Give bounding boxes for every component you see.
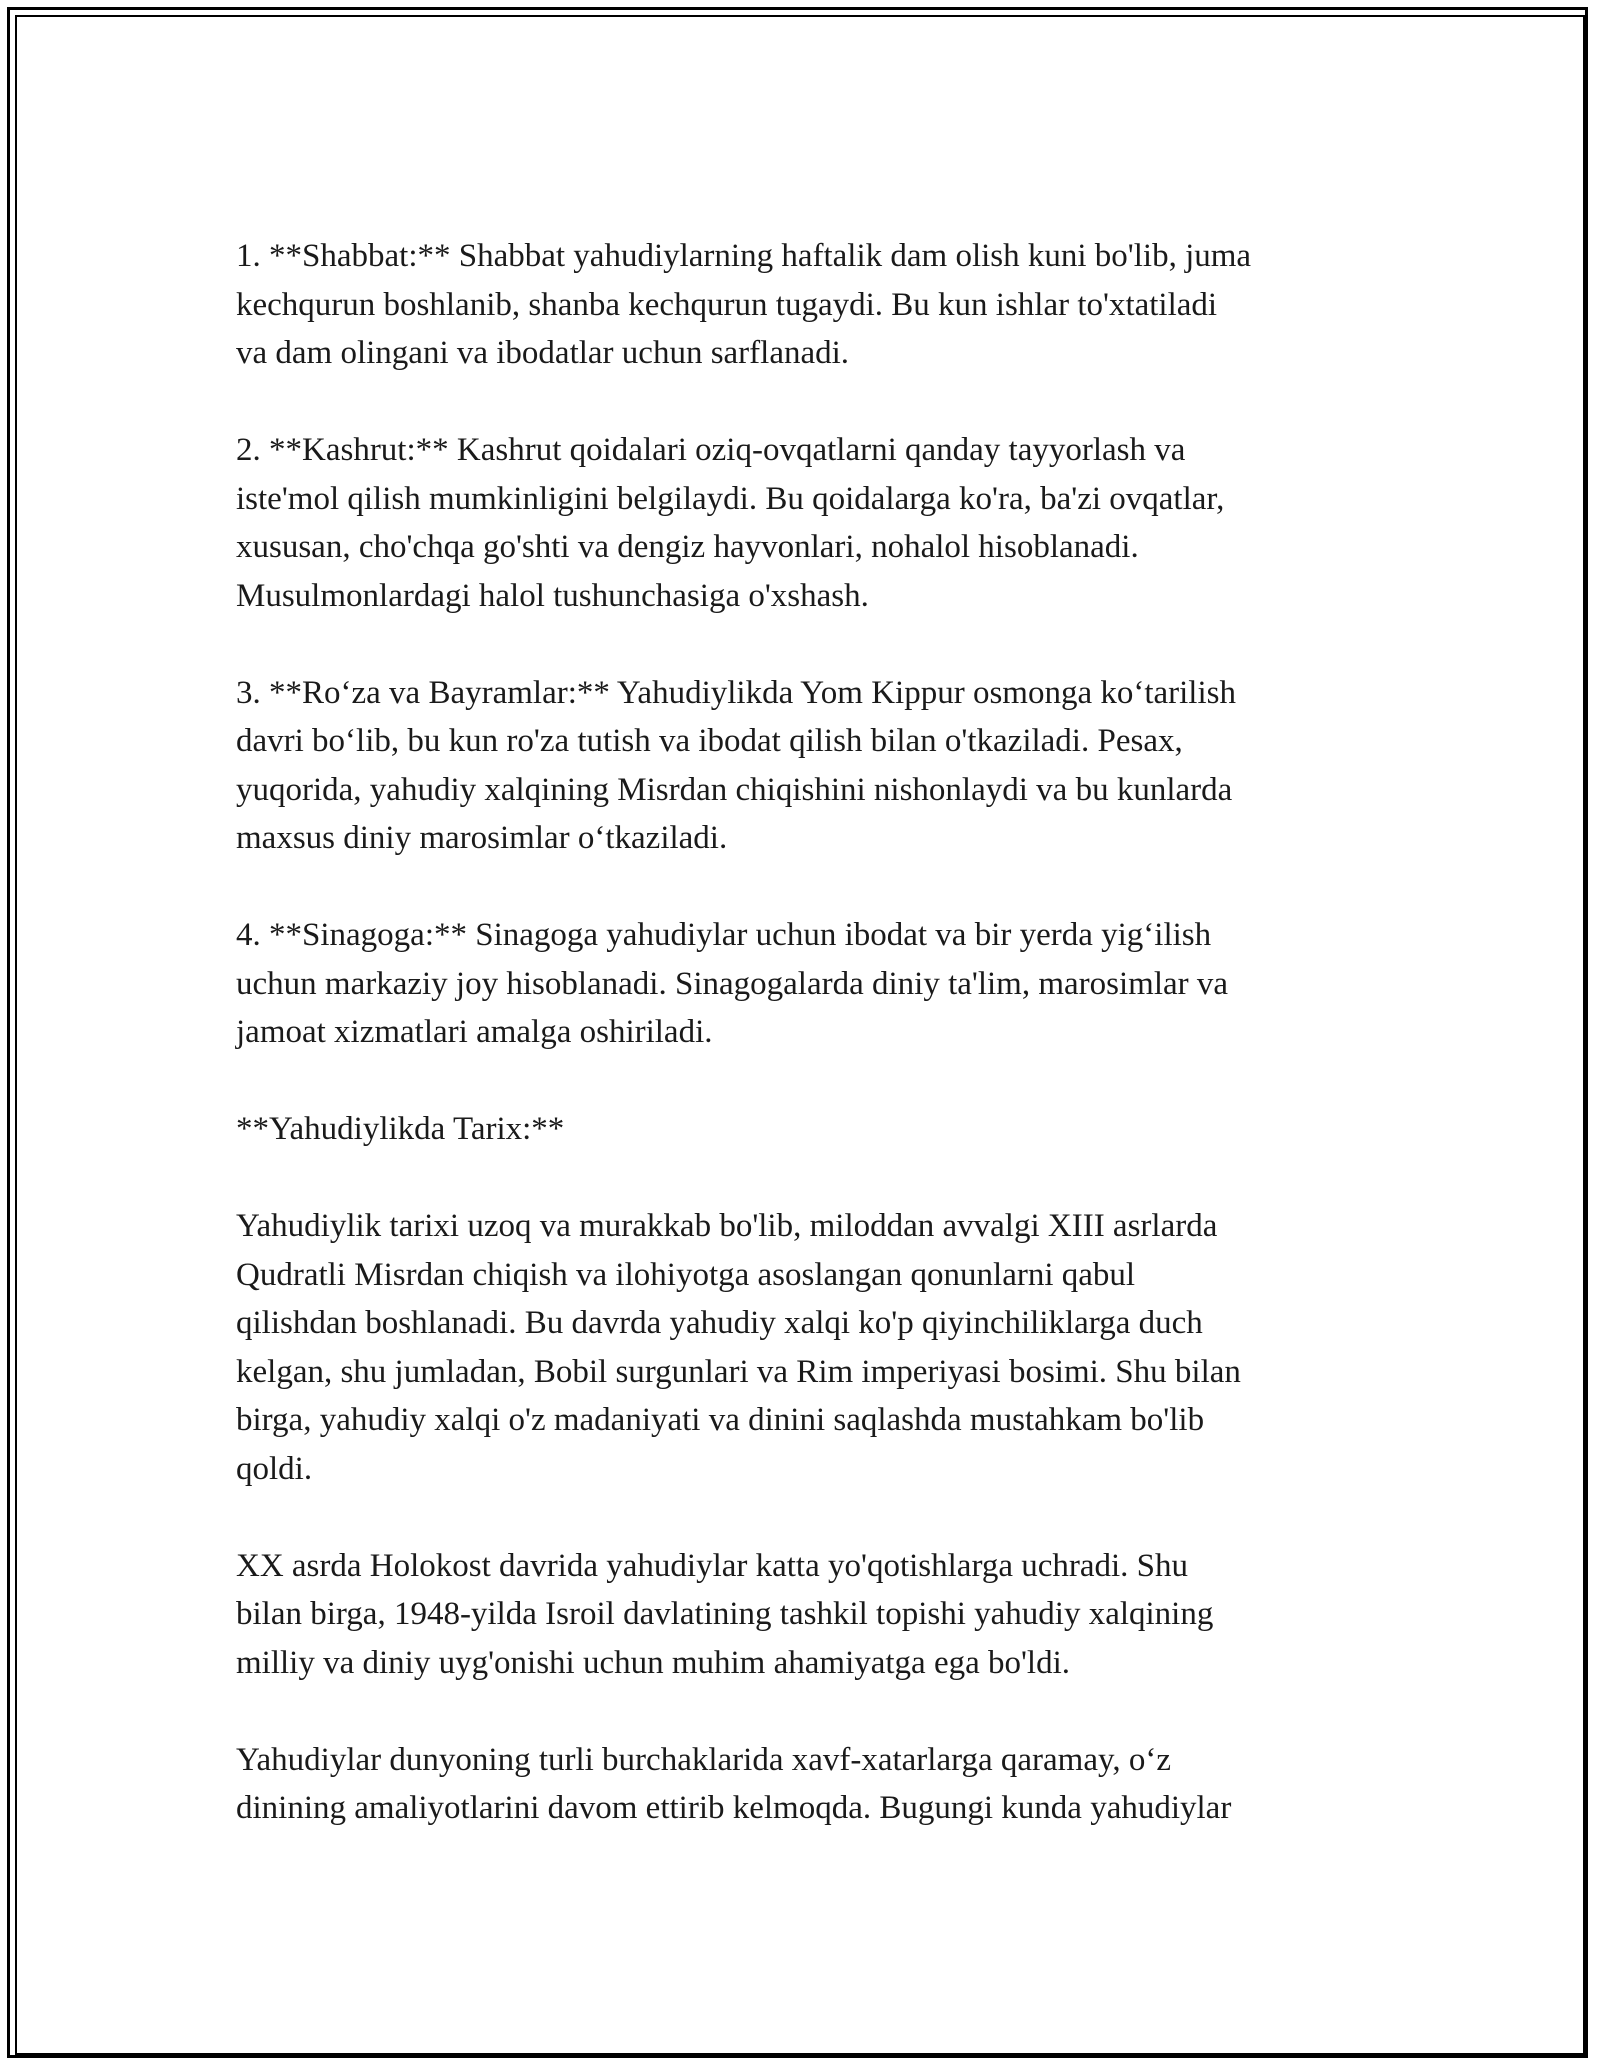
paragraph-kashrut: 2. **Kashrut:** Kashrut qoidalari oziq-ovqatlarni qanday tayyorlash va iste'mol qilish mumkinligini belgilaydi. Bu qoidalarga ko'ra, ba'zi ovqatlar, xususan, cho'chqa go'shti va dengiz hayvonlari, nohalol hisoblanadi. Musulmonlardagi halol tushunchasiga o'xshash. — [236, 432, 1225, 614]
paragraph-holocaust: XX asrda Holokost davrida yahudiylar katta yo'qotishlarga uchradi. Shu bilan birga, 1948-yilda Isroil davlatining tashkil topishi yahudiy xalqining milliy va diniy uyg'onishi uchun muhim ahamiyatga ega bo'ldi. — [236, 1547, 1214, 1681]
paragraph-sinagoga: 4. **Sinagoga:** Sinagoga yahudiylar uchun ibodat va bir yerda yig‘ilish uchun markaziy joy hisoblanadi. Sinagogalarda diniy ta'lim, marosimlar va jamoat xizmatlari amalga oshiriladi. — [236, 917, 1229, 1050]
paragraph-history: Yahudiylik tarixi uzoq va murakkab bo'lib, miloddan avvalgi XIII asrlarda Qudratli Misrdan chiqish va ilohiyotga asoslangan qonunlarni qabul qilishdan boshlanadi. Bu davrda yahudiy xalqi ko'p qiyinchiliklarga duch kelgan, shu jumladan, Bobil surgunlari va Rim imperiyasi bosimi. Shu bilan birga, yahudiy xalqi o'z madaniyati va dinini saqlashda mustahkam bo'lib qoldi. — [236, 1208, 1241, 1487]
paragraph-shabbat: 1. **Shabbat:** Shabbat yahudiylarning haftalik dam olish kuni bo'lib, juma kechqurun boshlanib, shanba kechqurun tugaydi. Bu kun ishlar to'xtatiladi va dam olingani va ibodatlar uchun sarflanadi. — [236, 238, 1252, 371]
document-body — [236, 232, 1376, 1833]
section-heading-tarix: **Yahudiylikda Tarix:** — [236, 1111, 565, 1147]
paragraph-roza-bayramlar: 3. **Ro‘za va Bayramlar:** Yahudiylikda Yom Kippur osmonga ko‘tarilish davri bo‘lib, bu kun ro'za tutish va ibodat qilish bilan o'tkaziladi. Pesax, yuqorida, yahudiy xalqining Misrdan chiqishini nishonlaydi va bu kunlarda maxsus diniy marosimlar o‘tkaziladi. — [236, 674, 1236, 856]
paragraph-today: Yahudiylar dunyoning turli burchaklarida xavf-xatarlarga qaramay, o‘z dinining amaliyotlarini davom ettirib kelmoqda. Bugungi kunda yahudiylar — [236, 1741, 1232, 1826]
